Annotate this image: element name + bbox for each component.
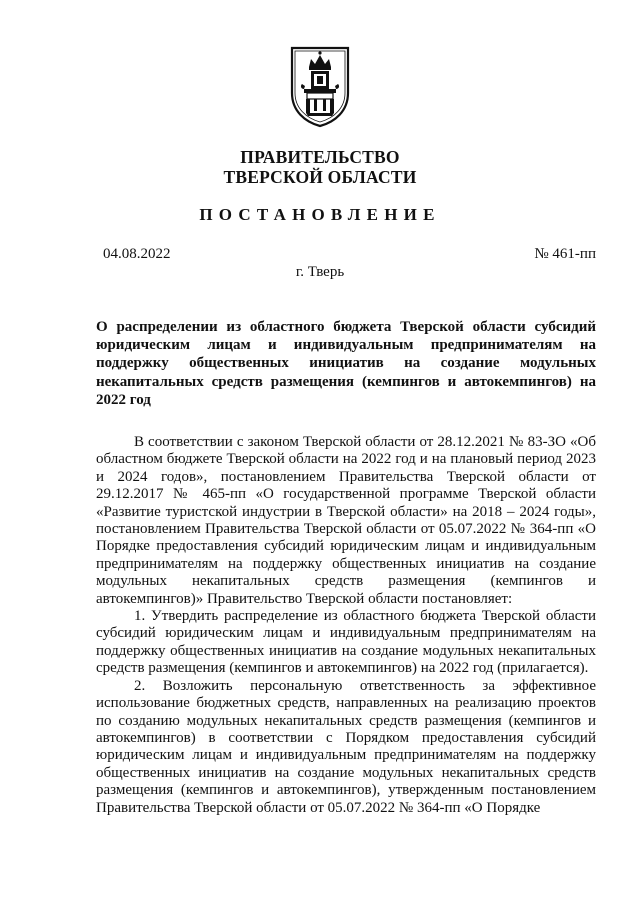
document-date: 04.08.2022 [103,246,171,262]
clause-2-paragraph: 2. Возложить персональную ответственность за эффективное использование бюджетных средств, направленных на реализацию проектов по созданию модульных некапитальных средств размещения (кемпингов и автокемпингов) в соответствии с Порядком предоставления субсидий юридическим лицам и индивидуальным предпринимателям на поддержку общественных инициатив на создание модульных некапитальных средств размещения (кемпингов и автокемпингов), утвержденным постановлением Правительства Тверской области от 05.07.2022 № 364-пп «О Порядке [96,677,596,816]
document-type: ПОСТАНОВЛЕНИЕ [199,205,441,224]
org-name-line1: ПРАВИТЕЛЬСТВО [240,147,400,167]
document-number: № 461-пп [534,246,596,262]
document-city: г. Тверь [295,264,345,280]
tver-coat-of-arms-icon [289,45,351,129]
document-title: О распределении из областного бюджета Тверской области субсидий юридическим лицам и индивидуальным предпринимателям на поддержку общественных инициатив на создание модульных некапитальных средств размещения (кемпингов и автокемпингов) на 2022 год [96,319,596,408]
org-name-line2: ТВЕРСКОЙ ОБЛАСТИ [223,167,417,187]
clause-1-paragraph: 1. Утвердить распределение из областного бюджета Тверской области субсидий юридическим лицам и индивидуальным предпринимателям на поддержку общественных инициатив на создание модульных некапитальных средств размещения (кемпингов и автокемпингов) на 2022 год (прилагается). [96,608,596,677]
document-body [96,434,596,817]
preamble-paragraph: В соответствии с законом Тверской области от 28.12.2021 № 83-ЗО «Об областном бюджете Тверской области на 2022 год и на плановый период 2023 и 2024 годов», постановлением Правительства Тверской области от 29.12.2017 № 465-пп «О государственной программе Тверской области «Развитие туристской индустрии в Тверской области» на 2018 – 2024 годы», постановлением Правительства Тверской области от 05.07.2022 № 364-пп «О Порядке предоставления субсидий юридическим лицам и индивидуальным предпринимателям на поддержку общественных инициатив на создание модульных некапитальных средств размещения (кемпингов и автокемпингов)» Правительство Тверской области постановляет: [96,434,596,607]
